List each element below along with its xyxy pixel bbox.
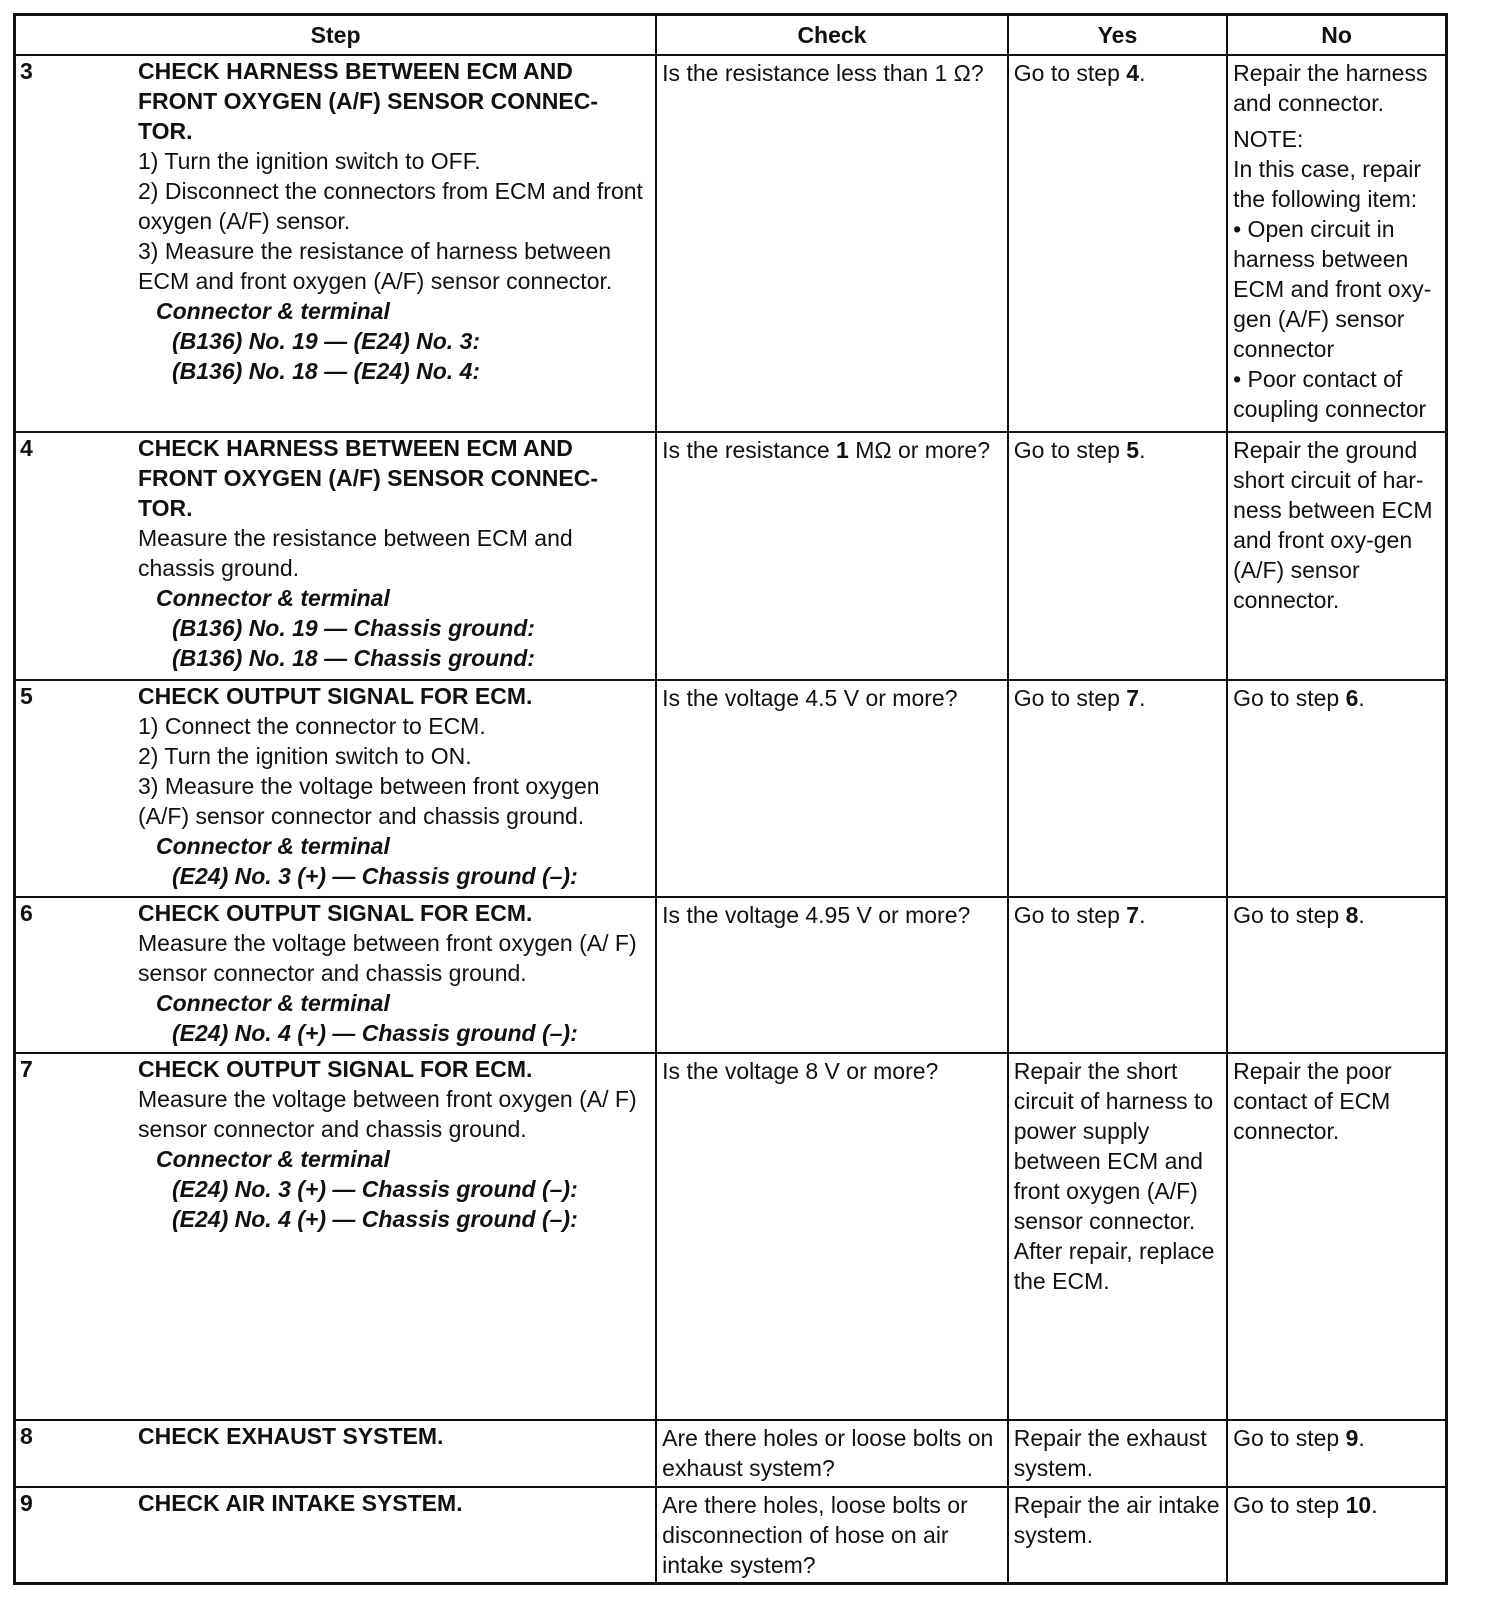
step-instruction: 1) Turn the ignition switch to OFF. <box>138 148 481 174</box>
connector-terminal-label: Connector & terminal <box>156 298 390 324</box>
step-cell <box>15 680 657 897</box>
step-title: CHECK EXHAUST SYSTEM. <box>138 1423 444 1450</box>
step-number: 5 <box>20 682 33 709</box>
no-text: • Open circuit in harness between ECM and front oxy-gen (A/F) sensor connector <box>1233 216 1432 362</box>
note-label: NOTE: <box>1233 126 1304 152</box>
header-row <box>15 15 1447 56</box>
terminal-spec: (B136) No. 18 — (E24) No. 4: <box>172 358 481 384</box>
step-title: CHECK OUTPUT SIGNAL FOR ECM. <box>138 682 533 709</box>
table-row <box>15 432 1447 680</box>
terminal-spec: (B136) No. 18 — Chassis ground: <box>172 645 535 672</box>
no-cell: Repair the poor contact of ECM connector. <box>1227 1053 1446 1421</box>
header-no: No <box>1227 15 1446 56</box>
no-text: Repair the harness and connector. <box>1233 60 1428 116</box>
step-cell <box>15 432 657 680</box>
step-instruction: 1) Connect the connector to ECM. <box>138 712 486 739</box>
no-text: In this case, repair the following item: <box>1233 156 1422 212</box>
check-cell: Is the resistance less than 1 Ω? <box>656 55 1008 432</box>
yes-cell: Go to step 7. <box>1008 897 1227 1053</box>
no-cell: Go to step 6. <box>1227 680 1446 897</box>
diagnostic-table <box>13 13 1448 1585</box>
no-cell: Repair the ground short circuit of har-ness between ECM and front oxy-gen (A/F) sensor connector. <box>1227 432 1446 680</box>
terminal-spec: (B136) No. 19 — (E24) No. 3: <box>172 328 481 354</box>
check-cell: Is the voltage 8 V or more? <box>656 1053 1008 1421</box>
no-cell: Go to step 9. <box>1227 1420 1446 1486</box>
step-instruction: Measure the resistance between ECM and chassis ground. <box>138 525 573 582</box>
connector-terminal-label: Connector & terminal <box>156 1145 390 1172</box>
table-row <box>15 1487 1447 1584</box>
step-title: CHECK HARNESS BETWEEN ECM AND FRONT OXYGEN (A/F) SENSOR CONNEC-TOR. <box>138 58 599 144</box>
check-cell: Is the voltage 4.95 V or more? <box>656 897 1008 1053</box>
step-cell <box>15 1487 657 1584</box>
step-instruction: 3) Measure the resistance of harness between ECM and front oxygen (A/F) sensor connector. <box>138 238 613 294</box>
yes-cell: Go to step 7. <box>1008 680 1227 897</box>
header-check: Check <box>656 15 1008 56</box>
step-instruction: Measure the voltage between front oxygen (A/ F) sensor connector and chassis ground. <box>138 1085 637 1142</box>
terminal-spec: (E24) No. 3 (+) — Chassis ground (–): <box>172 1175 578 1202</box>
connector-terminal-label: Connector & terminal <box>156 585 390 612</box>
yes-cell: Go to step 5. <box>1008 432 1227 680</box>
table-row <box>15 1053 1447 1421</box>
step-title: CHECK OUTPUT SIGNAL FOR ECM. <box>138 899 533 926</box>
no-text: • Poor contact of coupling connector <box>1233 366 1427 422</box>
step-number: 4 <box>20 435 33 462</box>
step-instruction: 2) Turn the ignition switch to ON. <box>138 742 472 769</box>
step-title: CHECK AIR INTAKE SYSTEM. <box>138 1489 463 1516</box>
header-yes: Yes <box>1008 15 1227 56</box>
check-cell: Are there holes, loose bolts or disconnection of hose on air intake system? <box>656 1487 1008 1584</box>
no-cell: Go to step 10. <box>1227 1487 1446 1584</box>
step-number: 8 <box>20 1423 33 1450</box>
connector-terminal-label: Connector & terminal <box>156 989 390 1016</box>
table-row <box>15 1420 1447 1486</box>
step-number: 6 <box>20 899 33 926</box>
check-cell: Are there holes or loose bolts on exhaust system? <box>656 1420 1008 1486</box>
check-cell: Is the resistance 1 MΩ or more? <box>656 432 1008 680</box>
no-cell <box>1227 55 1446 432</box>
step-cell <box>15 1053 657 1421</box>
step-number: 3 <box>20 58 33 84</box>
table-row <box>15 680 1447 897</box>
terminal-spec: (E24) No. 3 (+) — Chassis ground (–): <box>172 862 578 889</box>
yes-cell: Repair the exhaust system. <box>1008 1420 1227 1486</box>
step-cell <box>15 1420 657 1486</box>
table-row <box>15 55 1447 432</box>
step-cell <box>15 897 657 1053</box>
table-row <box>15 897 1447 1053</box>
yes-cell: Repair the short circuit of harness to power supply between ECM and front oxygen (A/F) sensor connector. After repair, replace the ECM. <box>1008 1053 1227 1421</box>
no-cell: Go to step 8. <box>1227 897 1446 1053</box>
terminal-spec: (B136) No. 19 — Chassis ground: <box>172 615 535 642</box>
check-cell: Is the voltage 4.5 V or more? <box>656 680 1008 897</box>
step-instruction: 3) Measure the voltage between front oxygen (A/F) sensor connector and chassis ground. <box>138 772 600 829</box>
yes-cell: Go to step 4. <box>1008 55 1227 432</box>
step-instruction: 2) Disconnect the connectors from ECM and front oxygen (A/F) sensor. <box>138 178 643 234</box>
terminal-spec: (E24) No. 4 (+) — Chassis ground (–): <box>172 1205 578 1232</box>
header-step: Step <box>15 15 657 56</box>
connector-terminal-label: Connector & terminal <box>156 832 390 859</box>
step-number: 9 <box>20 1489 33 1516</box>
step-instruction: Measure the voltage between front oxygen (A/ F) sensor connector and chassis ground. <box>138 929 637 986</box>
yes-cell: Repair the air intake system. <box>1008 1487 1227 1584</box>
step-title: CHECK OUTPUT SIGNAL FOR ECM. <box>138 1055 533 1082</box>
step-number: 7 <box>20 1055 33 1082</box>
step-title: CHECK HARNESS BETWEEN ECM AND FRONT OXYGEN (A/F) SENSOR CONNEC-TOR. <box>138 435 599 522</box>
terminal-spec: (E24) No. 4 (+) — Chassis ground (–): <box>172 1019 578 1046</box>
step-cell <box>15 55 657 432</box>
